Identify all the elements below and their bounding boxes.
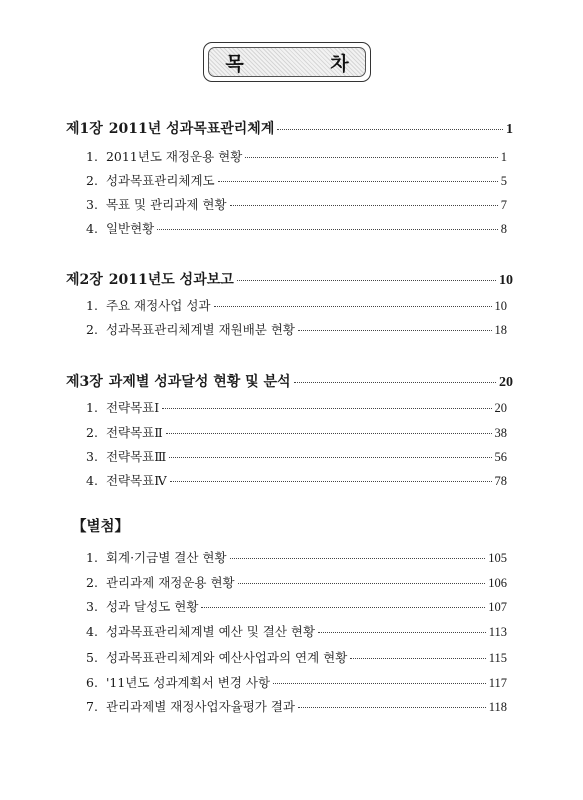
- item-number: 7.: [86, 699, 98, 714]
- item-number: 5.: [86, 650, 98, 665]
- dot-leader: [214, 306, 492, 307]
- toc-item[interactable]: [86, 171, 507, 189]
- chapter-number: 제2장: [66, 272, 103, 288]
- appendix-item[interactable]: [86, 648, 507, 666]
- toc-item[interactable]: [86, 219, 507, 237]
- appendix-item[interactable]: [86, 573, 507, 591]
- item-title: 전략목표Ⅳ: [105, 473, 167, 488]
- appendix-item[interactable]: [86, 673, 507, 691]
- page-number: 1: [500, 150, 507, 164]
- toc-item[interactable]: [86, 471, 507, 489]
- item-number: 3.: [86, 449, 98, 464]
- page-number: 8: [500, 222, 507, 236]
- dot-leader: [218, 181, 498, 182]
- page-number: 106: [488, 576, 507, 590]
- item-title: 성과목표관리체계도: [105, 173, 215, 188]
- page-number: 18: [494, 323, 507, 337]
- dot-leader: [298, 330, 491, 331]
- toc-item[interactable]: [86, 320, 507, 338]
- toc-item[interactable]: [86, 147, 507, 165]
- item-title: 성과목표관리체계별 예산 및 결산 현황: [105, 624, 316, 639]
- page-number: 5: [500, 174, 507, 188]
- item-number: 2.: [86, 425, 98, 440]
- chapter-number: 제1장: [66, 121, 103, 137]
- dot-leader: [294, 382, 496, 383]
- page-number: 20: [494, 401, 507, 415]
- dot-leader: [298, 707, 486, 708]
- dot-leader: [162, 408, 491, 409]
- item-number: 6.: [86, 675, 98, 690]
- dot-leader: [238, 583, 486, 584]
- item-number: 1.: [86, 400, 98, 415]
- item-title: 전략목표Ⅱ: [105, 425, 163, 440]
- dot-leader: [245, 157, 497, 158]
- appendix-item[interactable]: [86, 622, 507, 640]
- page-number: 115: [488, 651, 507, 665]
- dot-leader: [230, 205, 498, 206]
- item-title: '11년도 성과계획서 변경 사항: [105, 675, 271, 690]
- item-number: 4.: [86, 624, 98, 639]
- page-number: 107: [488, 600, 507, 614]
- item-number: 3.: [86, 599, 98, 614]
- dot-leader: [318, 632, 486, 633]
- page-number: 20: [499, 375, 513, 390]
- item-number: 2.: [86, 173, 98, 188]
- page-number: 10: [499, 273, 513, 288]
- chapter-1-entry[interactable]: [66, 118, 513, 138]
- page-number: 38: [494, 426, 507, 440]
- dot-leader: [201, 607, 485, 608]
- item-title: 성과목표관리체계와 예산사업과의 연계 현황: [105, 650, 348, 665]
- page-number: 105: [488, 551, 507, 565]
- toc-item[interactable]: [86, 398, 507, 416]
- dot-leader: [157, 229, 498, 230]
- page-number: 113: [488, 625, 507, 639]
- item-title: 2011년도 재정운용 현황: [105, 149, 243, 164]
- dot-leader: [237, 280, 496, 281]
- item-title: 전략목표Ⅲ: [105, 449, 167, 464]
- page-number: 1: [506, 122, 513, 137]
- page-number: 56: [494, 450, 507, 464]
- dot-leader: [230, 558, 486, 559]
- dot-leader: [166, 433, 492, 434]
- appendix-item[interactable]: [86, 548, 507, 566]
- chapter-number: 제3장: [66, 374, 103, 390]
- chapter-title: 2011년 성과목표관리체계: [108, 121, 275, 137]
- item-title: 전략목표Ⅰ: [105, 400, 160, 415]
- chapter-2-entry[interactable]: [66, 269, 513, 289]
- item-title: 목표 및 관리과제 현황: [105, 197, 227, 212]
- item-title: 회계·기금별 결산 현황: [105, 550, 227, 565]
- item-title: 주요 재정사업 성과: [105, 298, 211, 313]
- dot-leader: [169, 457, 491, 458]
- item-number: 1.: [86, 550, 98, 565]
- dot-leader: [277, 129, 503, 130]
- toc-item[interactable]: [86, 447, 507, 465]
- toc-item[interactable]: [86, 423, 507, 441]
- page-number: 118: [488, 700, 507, 714]
- chapter-title: 과제별 성과달성 현황 및 분석: [108, 374, 291, 390]
- item-title: 일반현황: [105, 221, 155, 236]
- item-number: 4.: [86, 221, 98, 236]
- toc-title: 목 차: [225, 52, 389, 75]
- item-number: 4.: [86, 473, 98, 488]
- toc-title-frame: [208, 47, 389, 77]
- appendix-item[interactable]: [86, 597, 507, 615]
- item-number: 3.: [86, 197, 98, 212]
- dot-leader: [350, 658, 485, 659]
- item-title: 관리과제 재정운용 현황: [105, 575, 235, 590]
- item-title: 관리과제별 재정사업자율평가 결과: [105, 699, 296, 714]
- item-title: 성과목표관리체계별 재원배분 현황: [105, 322, 296, 337]
- page-number: 117: [488, 676, 507, 690]
- page-number: 78: [494, 474, 507, 488]
- item-number: 1.: [86, 149, 98, 164]
- item-number: 2.: [86, 322, 98, 337]
- appendix-item[interactable]: [86, 697, 507, 715]
- toc-item[interactable]: [86, 296, 507, 314]
- appendix-heading: 【별첨】: [72, 518, 130, 535]
- toc-title-box: [203, 42, 389, 82]
- dot-leader: [170, 481, 492, 482]
- page-number: 10: [494, 299, 507, 313]
- item-number: 2.: [86, 575, 98, 590]
- item-number: 1.: [86, 298, 98, 313]
- page-number: 7: [500, 198, 507, 212]
- dot-leader: [273, 683, 486, 684]
- toc-item[interactable]: [86, 195, 507, 213]
- chapter-title: 2011년도 성과보고: [108, 272, 234, 288]
- item-title: 성과 달성도 현황: [105, 599, 199, 614]
- chapter-3-entry[interactable]: [66, 371, 513, 391]
